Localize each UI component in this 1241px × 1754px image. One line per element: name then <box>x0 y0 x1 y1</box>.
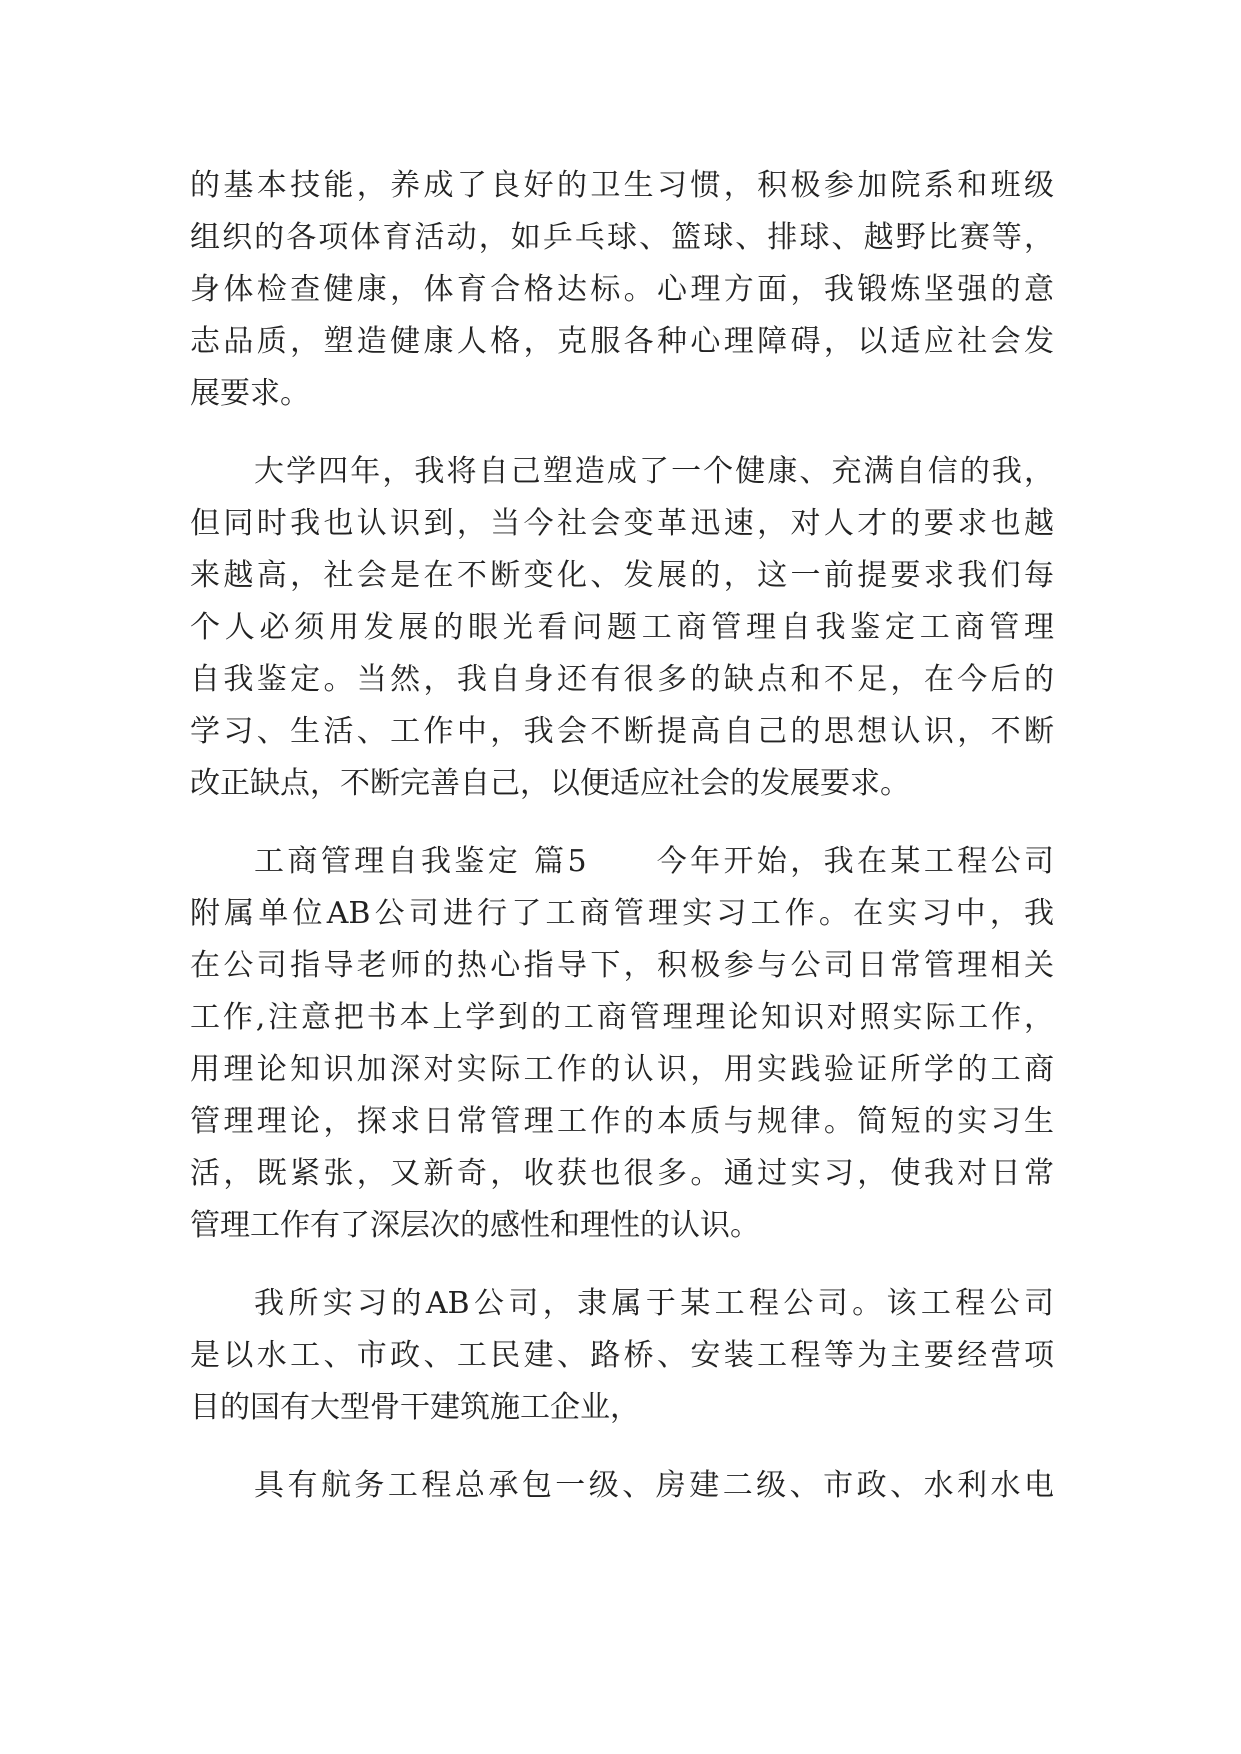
text-line: 的基本技能，养成了良好的卫生习惯，积极参加院系和班级 <box>190 168 1054 203</box>
paragraph-gap <box>190 810 1054 836</box>
text-line: 组织的各项体育活动，如乒乓球、篮球、排球、越野比赛等， <box>190 220 1054 255</box>
text-line: 自我鉴定。当然，我自身还有很多的缺点和不足，在今后的 <box>190 662 1054 697</box>
text-line: 学习、生活、工作中，我会不断提高自己的思想认识，不断 <box>190 714 1054 749</box>
paragraph <box>190 1460 1054 1512</box>
text-line: 工商管理自我鉴定 篇5 今年开始，我在某工程公司 <box>254 844 1054 879</box>
text-line: 但同时我也认识到，当今社会变革迅速，对人才的要求也越 <box>190 506 1054 541</box>
text-line: 大学四年，我将自己塑造成了一个健康、充满自信的我， <box>254 454 1054 489</box>
text-line: 是以水工、市政、工民建、路桥、安装工程等为主要经营项 <box>190 1338 1054 1373</box>
text-line: 用理论知识加深对实际工作的认识，用实践验证所学的工商 <box>190 1052 1054 1087</box>
document-body <box>190 160 1054 1512</box>
text-line: 展要求。 <box>190 376 310 411</box>
text-line: 在公司指导老师的热心指导下，积极参与公司日常管理相关 <box>190 948 1054 983</box>
text-line: 工作,注意把书本上学到的工商管理理论知识对照实际工作， <box>190 1000 1054 1035</box>
paragraph <box>190 446 1054 810</box>
paragraph-gap <box>190 1434 1054 1460</box>
text-line: 管理工作有了深层次的感性和理性的认识。 <box>190 1208 760 1243</box>
paragraph <box>190 160 1054 420</box>
text-line: 目的国有大型骨干建筑施工企业， <box>190 1390 640 1425</box>
text-line: 个人必须用发展的眼光看问题工商管理自我鉴定工商管理 <box>190 610 1054 645</box>
text-line: 志品质，塑造健康人格，克服各种心理障碍，以适应社会发 <box>190 324 1054 359</box>
text-line: 改正缺点，不断完善自己，以便适应社会的发展要求。 <box>190 766 910 801</box>
paragraph <box>190 1278 1054 1434</box>
paragraph-gap <box>190 420 1054 446</box>
text-line: 我所实习的AB公司，隶属于某工程公司。该工程公司 <box>254 1286 1054 1321</box>
text-line: 附属单位AB公司进行了工商管理实习工作。在实习中，我 <box>190 896 1054 931</box>
text-line: 来越高，社会是在不断变化、发展的，这一前提要求我们每 <box>190 558 1054 593</box>
paragraph-gap <box>190 1252 1054 1278</box>
text-line: 活，既紧张，又新奇，收获也很多。通过实习，使我对日常 <box>190 1156 1054 1191</box>
text-line: 身体检查健康，体育合格达标。心理方面，我锻炼坚强的意 <box>190 272 1054 307</box>
paragraph <box>190 836 1054 1252</box>
text-line: 管理理论，探求日常管理工作的本质与规律。简短的实习生 <box>190 1104 1054 1139</box>
text-line: 具有航务工程总承包一级、房建二级、市政、水利水电 <box>254 1468 1054 1503</box>
